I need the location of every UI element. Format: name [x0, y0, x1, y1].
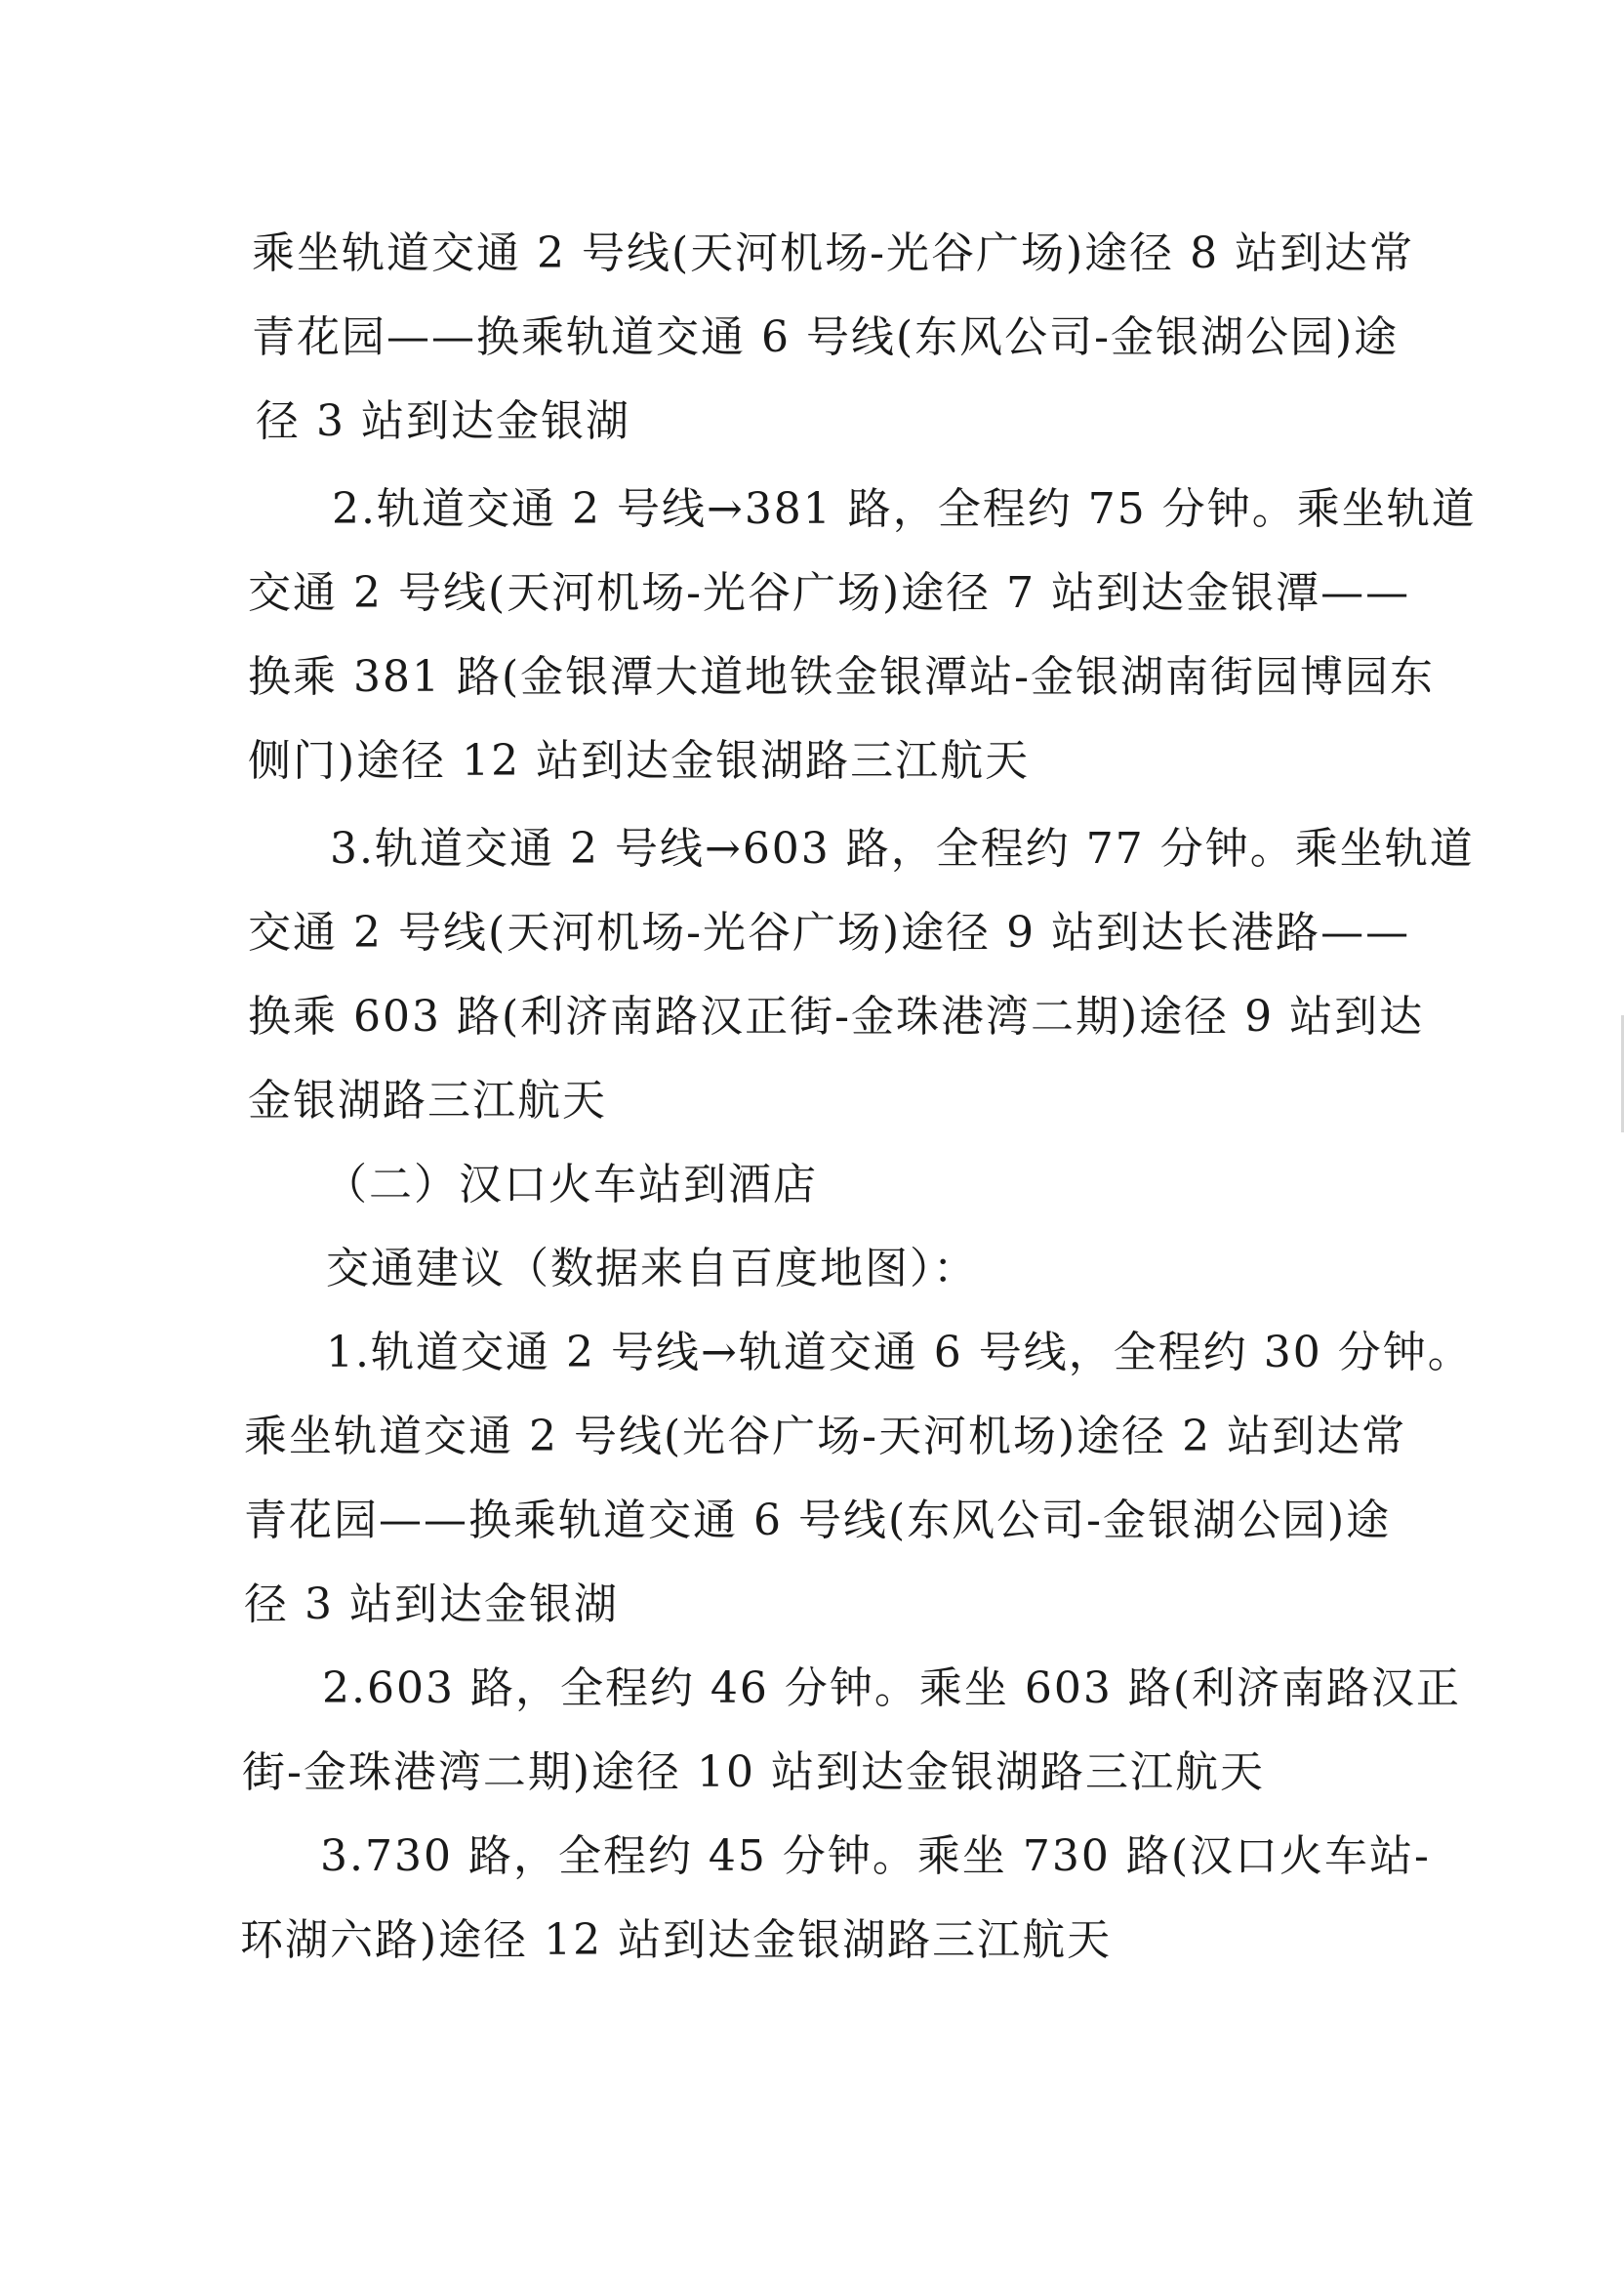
text-line: 乘坐轨道交通 2 号线(天河机场-光谷广场)途径 8 站到达常 [252, 228, 1415, 278]
text-line: 3.730 路，全程约 45 分钟。乘坐 730 路(汉口火车站- [320, 1831, 1431, 1881]
text-line: 1.轨道交通 2 号线→轨道交通 6 号线，全程约 30 分钟。 [326, 1328, 1473, 1377]
text-line: 金银湖路三江航天 [248, 1076, 607, 1126]
text-line: 3.轨道交通 2 号线→603 路，全程约 77 分钟。乘坐轨道 [330, 824, 1475, 874]
text-line: 青花园——换乘轨道交通 6 号线(东风公司-金银湖公园)途 [252, 312, 1400, 362]
text-line: 2.603 路，全程约 46 分钟。乘坐 603 路(利济南路汉正 [322, 1663, 1462, 1713]
text-line: 街-金珠港湾二期)途径 10 站到达金银湖路三江航天 [242, 1747, 1265, 1797]
section-heading: （二）汉口火车站到酒店 [324, 1160, 818, 1210]
text-line: 侧门)途径 12 站到达金银湖路三江航天 [248, 736, 1031, 786]
text-line: 径 3 站到达金银湖 [256, 396, 630, 446]
text-line: 换乘 381 路(金银潭大道地铁金银潭站-金银湖南街园博园东 [248, 652, 1435, 702]
text-line: 交通 2 号线(天河机场-光谷广场)途径 9 站到达长港路—— [248, 908, 1411, 958]
text-line: 交通 2 号线(天河机场-光谷广场)途径 7 站到达金银潭—— [248, 568, 1411, 618]
text-line: 乘坐轨道交通 2 号线(光谷广场-天河机场)途径 2 站到达常 [244, 1412, 1407, 1461]
text-line: 青花园——换乘轨道交通 6 号线(东风公司-金银湖公园)途 [244, 1496, 1392, 1545]
text-line: 换乘 603 路(利济南路汉正街-金珠港湾二期)途径 9 站到达 [248, 992, 1425, 1042]
text-line: 2.轨道交通 2 号线→381 路，全程约 75 分钟。乘坐轨道 [332, 484, 1477, 534]
text-line: 径 3 站到达金银湖 [244, 1579, 619, 1629]
text-line: 环湖六路)途径 12 站到达金银湖路三江航天 [240, 1915, 1113, 1965]
text-line: 交通建议（数据来自百度地图）： [326, 1244, 978, 1293]
